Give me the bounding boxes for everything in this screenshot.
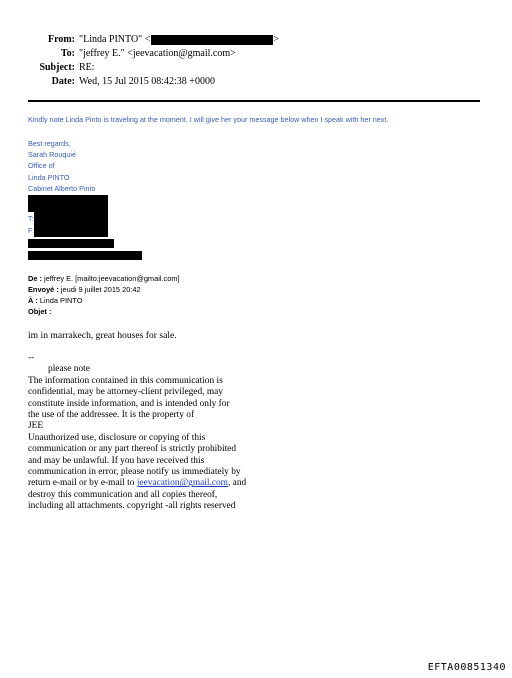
- fwd-to-row: À : Linda PINTO: [28, 296, 83, 305]
- redaction-block: [28, 195, 108, 212]
- to-value: "jeffrey E." <jeevacation@gmail.com>: [79, 48, 236, 59]
- email-link[interactable]: jeevacation@gmail.com: [136, 478, 228, 489]
- from-label: From:: [47, 34, 75, 45]
- fwd-from-row: De : jeffrey E. [mailto:jeevacation@gmail.com]: [28, 274, 180, 283]
- signature-line: Best regards,: [28, 139, 71, 148]
- disclaimer-line: communication or any part thereof is strictly prohibited: [28, 444, 237, 455]
- signature-block: [28, 138, 96, 194]
- signature-line: Linda PINTO: [28, 172, 70, 182]
- disclaimer-line: JEE: [28, 421, 44, 432]
- signature-line: Cabinet Alberto Pinto: [28, 183, 96, 193]
- subject-value: RE:: [79, 62, 95, 73]
- signature-line: Office of: [28, 161, 55, 171]
- disclaimer-block: [28, 353, 328, 513]
- to-label: To:: [60, 48, 75, 59]
- date-value: Wed, 15 Jul 2015 08:42:38 +0000: [79, 76, 215, 87]
- disclaimer-return-line: return e-mail or by e-mail to jeevacation@gmail.com, and: [28, 478, 247, 489]
- fwd-sent-row: Envoyé : jeudi 9 juillet 2015 20:42: [28, 285, 141, 294]
- disclaimer-line: including all attachments. copyright -all rights reserved: [28, 501, 236, 512]
- redaction-bar: [151, 35, 273, 45]
- disclaimer-line: confidential, may be attorney-client privileged, may: [28, 387, 223, 398]
- header-divider: [28, 100, 480, 102]
- redaction-block: [28, 251, 142, 260]
- subject-label: Subject:: [39, 62, 75, 73]
- please-note-line: please note: [48, 364, 90, 375]
- disclaimer-line: and may be unlawful. If you have received this: [28, 455, 205, 466]
- disclaimer-line: Unauthorized use, disclosure or copying of this: [28, 432, 206, 443]
- date-label: Date:: [51, 76, 75, 87]
- fax-label: F:: [28, 228, 35, 235]
- document-id: EFTA00851340: [427, 662, 506, 673]
- message-body: im in marrakech, great houses for sale.: [28, 330, 177, 341]
- redaction-block: [28, 239, 114, 248]
- forwarded-header: [28, 273, 180, 317]
- fwd-subject-row: Objet :: [28, 307, 52, 316]
- redaction-block: [34, 212, 108, 237]
- disclaimer-line: destroy this communication and all copies thereof,: [28, 489, 218, 500]
- from-value: "Linda PINTO" < >: [79, 34, 280, 45]
- disclaimer-line: communication in error, please notify us immediately by: [28, 467, 241, 478]
- disclaimer-line: constitute inside information, and is intended only for: [28, 398, 230, 409]
- signature-separator: --: [28, 353, 35, 363]
- disclaimer-line: The information contained in this communication is: [28, 375, 223, 386]
- signature-line: Sarah Rouquié: [28, 150, 76, 160]
- phone-label: T:: [28, 216, 34, 223]
- traveling-note: Kindly note Linda Pinto is traveling at the moment. I will give her your message below when I speak with her next.: [28, 115, 389, 124]
- disclaimer-line: the use of the addressee. It is the property of: [28, 410, 195, 421]
